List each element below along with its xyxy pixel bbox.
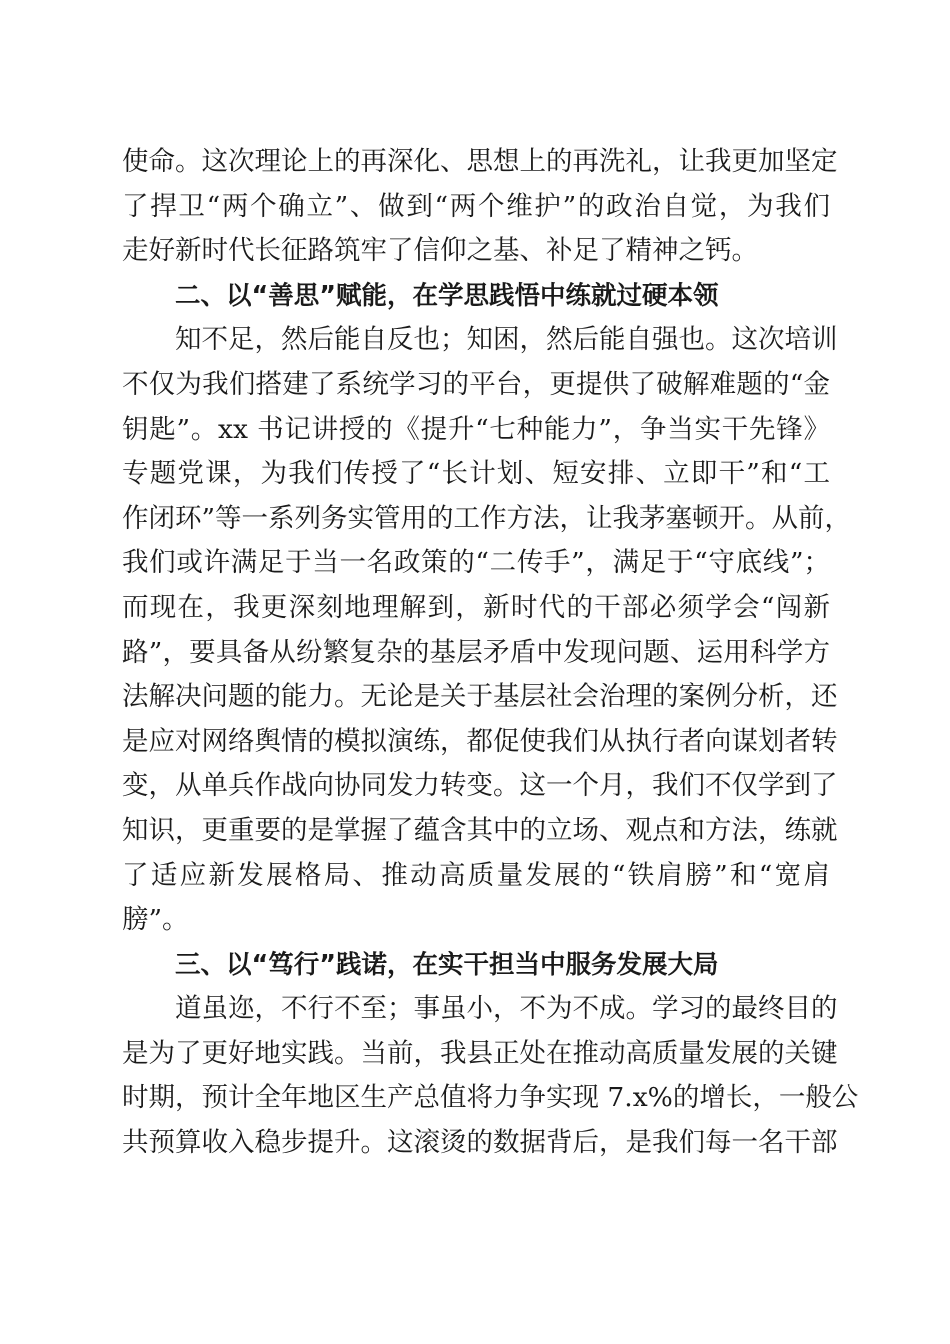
paragraph-line: 法解决问题的能力。无论是关于基层社会治理的案例分析，还	[122, 681, 838, 713]
paragraph-line: 时期，预计全年地区生产总值将力争实现 7.x%的增长，一般公	[122, 1082, 859, 1114]
paragraph-line: 是为了更好地实践。当前，我县正处在推动高质量发展的关键	[122, 1037, 838, 1069]
paragraph-last-line: 膀”。	[122, 904, 189, 936]
paragraph-line: 专题党课，为我们传授了“长计划、短安排、立即干”和“工	[122, 458, 830, 490]
paragraph-line: 我们或许满足于当一名政策的“二传手”，满足于“守底线”；	[122, 547, 830, 579]
section-heading: 三、以“笃行”践诺，在实干担当中服务发展大局	[175, 949, 719, 980]
paragraph-line: 作闭环”等一系列务实管用的工作方法，让我茅塞顿开。从前，	[122, 502, 852, 534]
paragraph-first-line: 知不足，然后能自反也；知困，然后能自强也。这次培训	[175, 324, 838, 356]
document-body	[122, 140, 859, 1166]
paragraph-line: 了适应新发展格局、推动高质量发展的“铁肩膀”和“宽肩	[122, 859, 830, 891]
paragraph-line: 钥匙”。xx 书记讲授的《提升“七种能力”，争当实干先锋》	[122, 413, 830, 445]
paragraph-line: 而现在，我更深刻地理解到，新时代的干部必须学会“闯新	[122, 591, 830, 623]
paragraph-first-line: 道虽迩，不行不至；事虽小，不为不成。学习的最终目的	[175, 993, 838, 1025]
section-heading: 二、以“善思”赋能，在学思践悟中练就过硬本领	[175, 280, 719, 311]
paragraph-line: 共预算收入稳步提升。这滚烫的数据背后，是我们每一名干部	[122, 1127, 838, 1159]
paragraph-line: 变，从单兵作战向协同发力转变。这一个月，我们不仅学到了	[122, 770, 838, 802]
paragraph-line: 路”，要具备从纷繁复杂的基层矛盾中发现问题、运用科学方	[122, 636, 830, 668]
paragraph-last-line: 走好新时代长征路筑牢了信仰之基、补足了精神之钙。	[122, 235, 758, 267]
paragraph-line: 不仅为我们搭建了系统学习的平台，更提供了破解难题的“金	[122, 368, 830, 400]
paragraph-line: 知识，更重要的是掌握了蕴含其中的立场、观点和方法，练就	[122, 814, 838, 846]
paragraph-line: 了捍卫“两个确立”、做到“两个维护”的政治自觉，为我们	[122, 190, 830, 222]
paragraph-line: 使命。这次理论上的再深化、思想上的再洗礼，让我更加坚定	[122, 146, 838, 177]
paragraph-line: 是应对网络舆情的模拟演练，都促使我们从执行者向谋划者转	[122, 725, 838, 757]
